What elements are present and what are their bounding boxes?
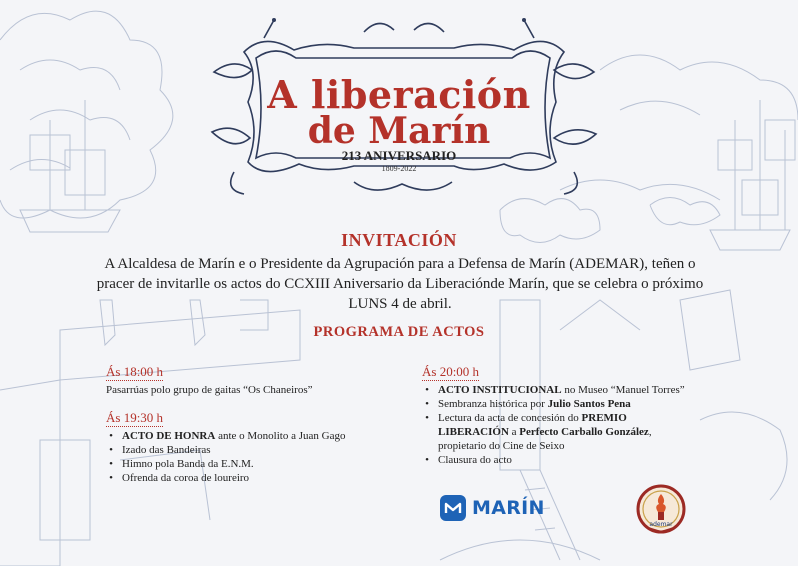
list-item: • Sembranza histórica por Julio Santos Pena <box>438 397 722 411</box>
list-item: • Lectura da acta de concesión do PREMIO LIBERACIÓN a Perfecto Carballo González, propietario do Cine de Seixo <box>438 411 722 453</box>
program-block-1930 <box>106 411 345 485</box>
list-item: • Himno pola Banda da E.N.M. <box>122 457 345 471</box>
invitation-line-2: pracer de invitarlle os actos do CCXIII Aniversario da Liberaciónde Marín, que se celebra o próximo <box>96 276 704 292</box>
list-item: • ACTO INSTITUCIONAL no Museo “Manuel Torres” <box>438 383 722 397</box>
years-label: 1809-2022 <box>381 164 417 173</box>
program-block-2000 <box>422 365 722 467</box>
anniversary-label: 213 ANIVERSARIO <box>341 148 457 163</box>
program-block-1800 <box>106 365 313 397</box>
pasarruas-text: Pasarrúas polo grupo de gaitas “Os Chaneiros” <box>106 384 313 396</box>
invitation-text <box>82 254 718 314</box>
program-heading: PROGRAMA DE ACTOS <box>313 324 485 340</box>
block-1930-list <box>106 429 345 485</box>
title-line-1: A liberación <box>267 72 531 117</box>
ademar-wordmark: ademar <box>649 521 673 528</box>
invitation-line-1: A Alcaldesa de Marín e o Presidente da Agrupación para a Defensa de Marín (ADEMAR), teñen o <box>104 256 696 272</box>
ademar-logo <box>636 484 686 534</box>
marin-m-icon <box>440 495 466 521</box>
marin-wordmark: MARÍN <box>472 497 545 519</box>
block-2000-list <box>422 383 722 467</box>
time-2000: Ás 20:00 h <box>422 364 480 379</box>
invitation-line-3: LUNS 4 de abril. <box>348 296 452 312</box>
list-item: • Clausura do acto <box>438 453 722 467</box>
time-1930: Ás 19:30 h <box>106 410 164 425</box>
time-1800: Ás 18:00 h <box>106 364 164 379</box>
list-item: • Ofrenda da coroa de loureiro <box>122 471 345 485</box>
title-line-2: de Marín <box>307 110 491 152</box>
invitation-heading: INVITACIÓN <box>341 230 457 250</box>
list-item: • ACTO DE HONRA ante o Monolito a Juan Gago <box>122 429 345 443</box>
list-item: • Izado das Bandeiras <box>122 443 345 457</box>
marin-logo <box>440 495 545 521</box>
